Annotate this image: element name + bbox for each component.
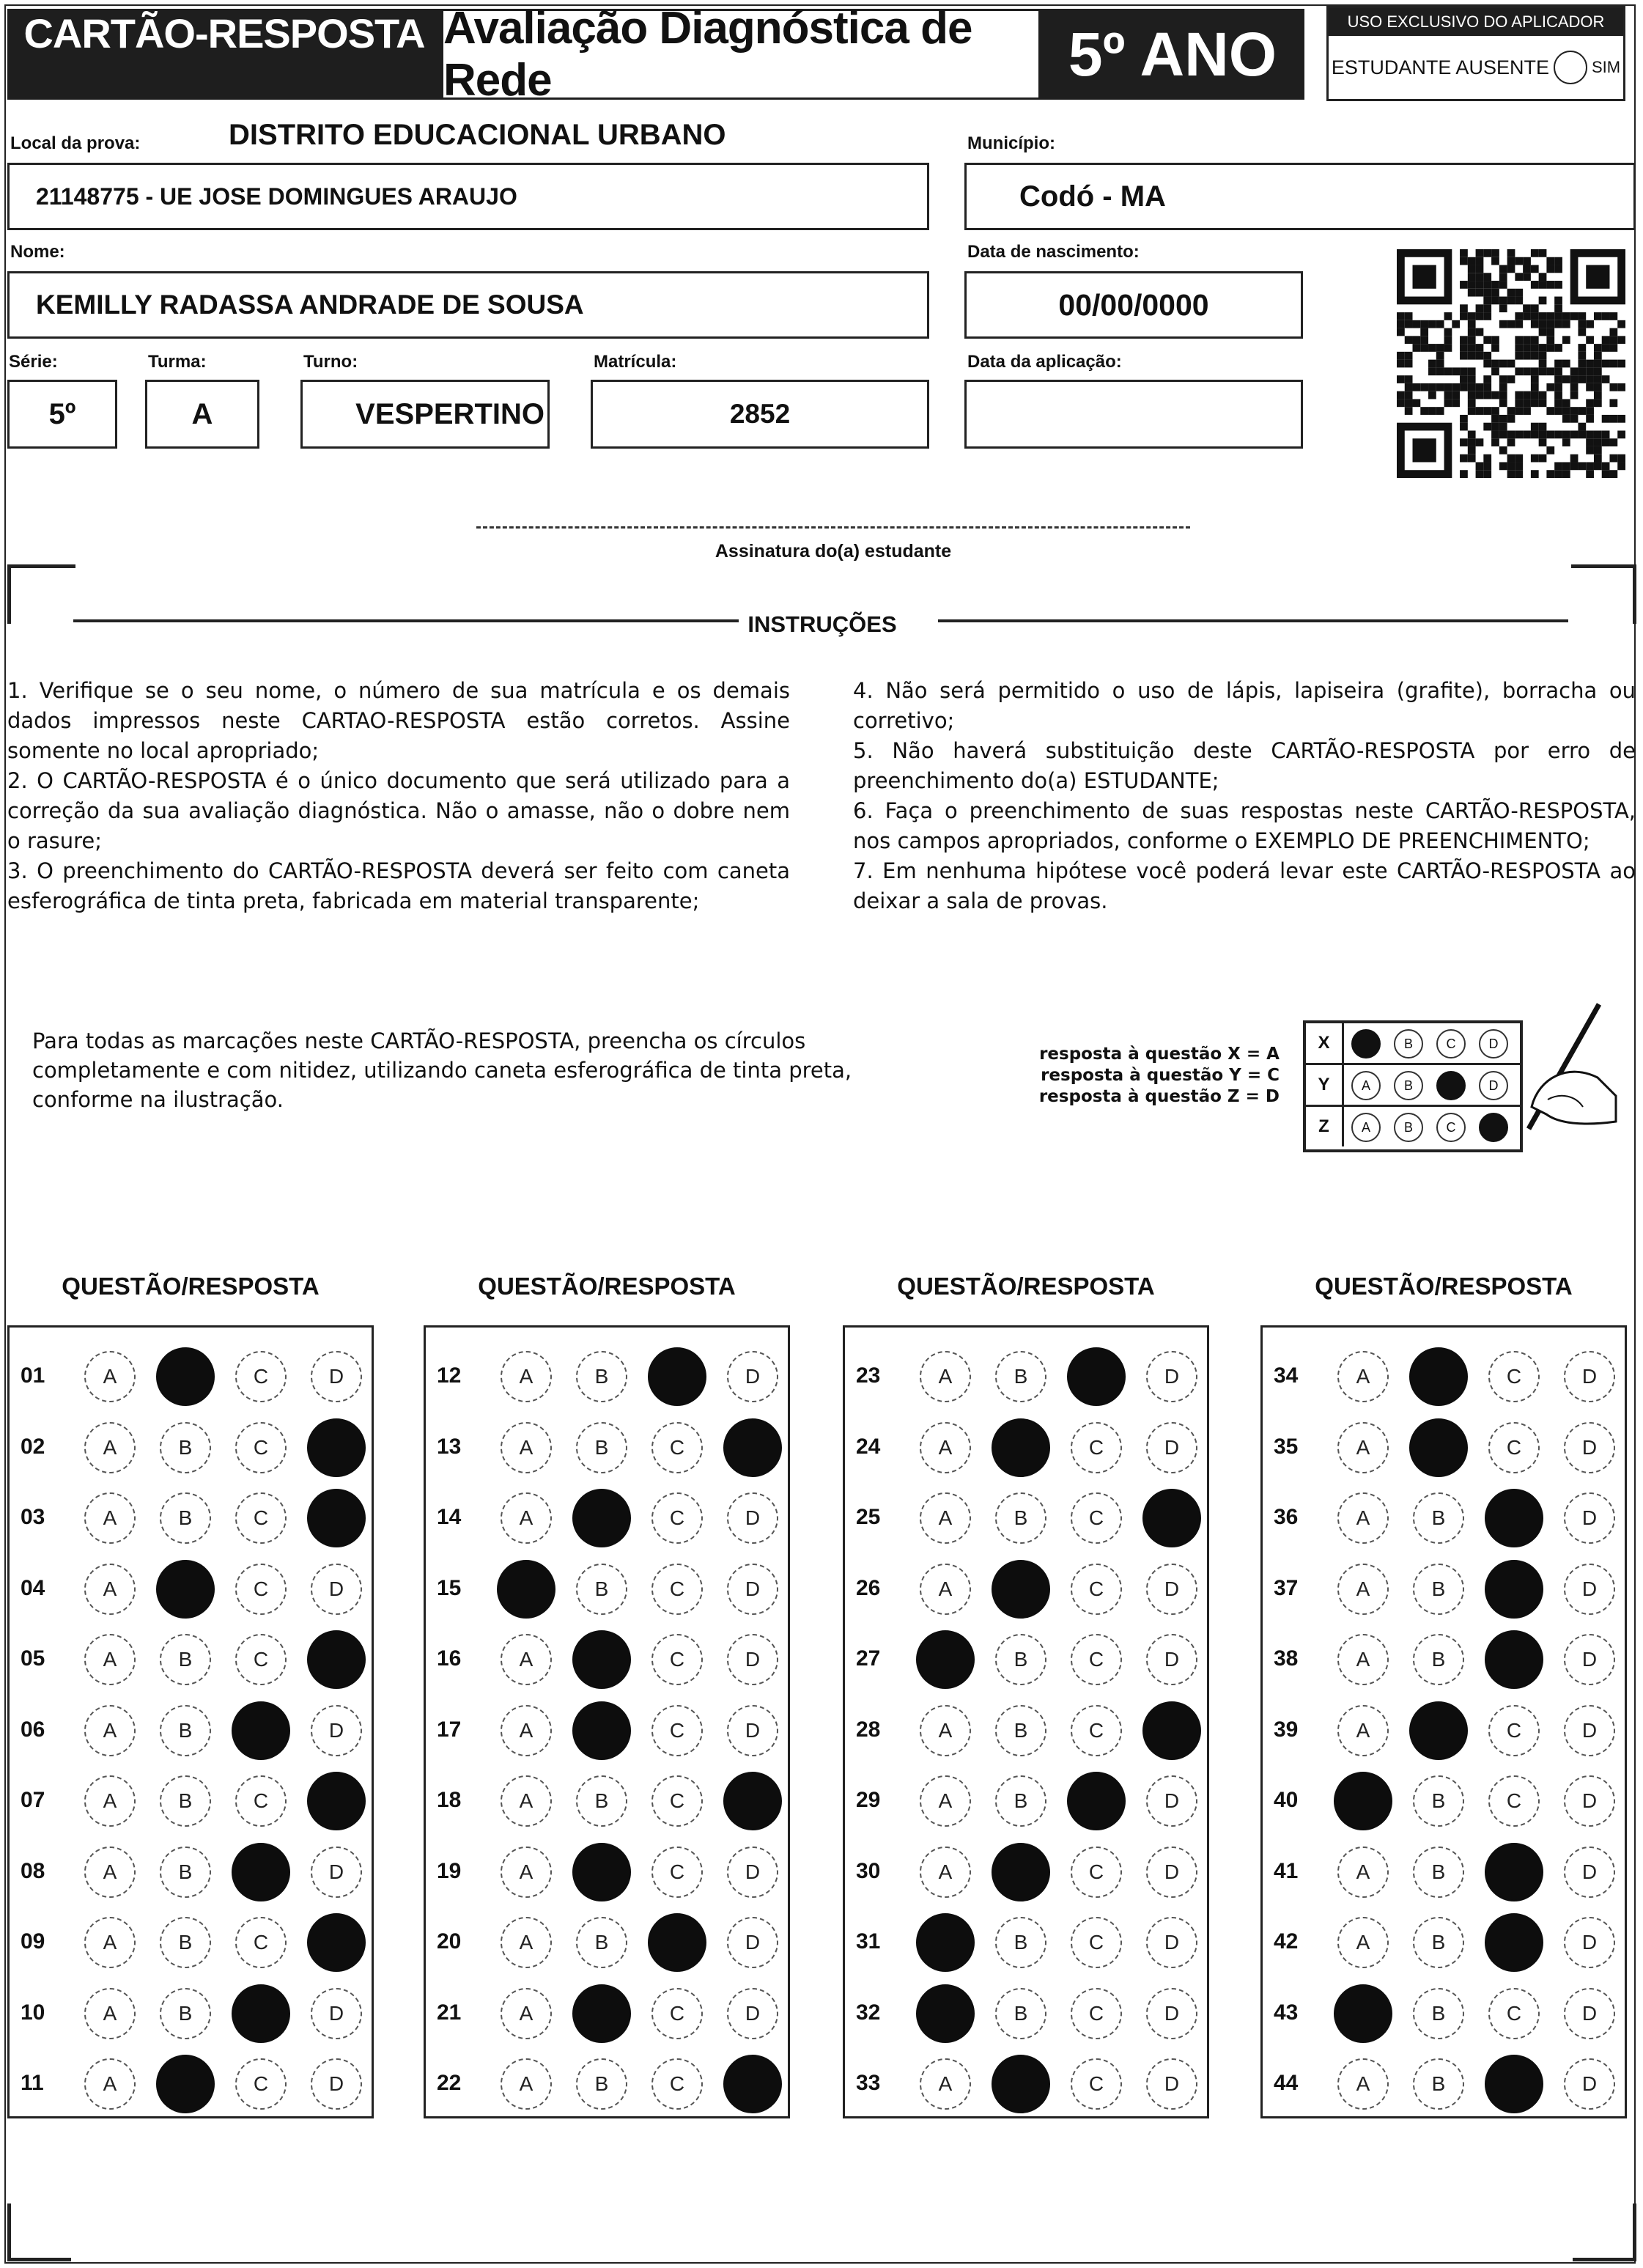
example-row-label: X [1306,1023,1344,1063]
answer-bubble-d[interactable] [723,1772,782,1830]
answer-bubble-b[interactable]: B [576,1351,627,1402]
answer-bubble-a[interactable]: A [920,1775,971,1827]
answer-bubble-d[interactable]: D [727,1988,778,2039]
answer-bubble-a[interactable]: A [1337,1351,1389,1402]
grade-title: 5º ANO [1041,9,1304,100]
answer-bubble-d[interactable]: D [311,2058,362,2110]
absent-option: SIM [1591,58,1621,76]
answer-bubble-b[interactable]: B [576,1775,627,1827]
answer-bubble-c[interactable] [1485,1560,1543,1619]
instructions-right [853,676,1636,916]
answer-bubble-b[interactable] [992,1843,1050,1901]
question-number: 37 [1274,1575,1299,1600]
aplicacao-label: Data da aplicação: [967,352,1122,372]
question-number: 26 [856,1575,881,1600]
answer-bubble-d[interactable]: D [1564,1917,1615,1968]
column-title: QUESTÃO/RESPOSTA [62,1273,320,1300]
answer-bubble-b[interactable]: B [576,2058,627,2110]
answer-bubble-d[interactable]: D [727,1917,778,1968]
answer-bubble-d[interactable]: D [1564,1847,1615,1898]
answer-bubble-c[interactable]: C [235,1775,287,1827]
nascimento-label: Data de nascimento: [967,242,1140,262]
answer-bubble-d[interactable] [723,1418,782,1477]
answer-bubble-a[interactable]: A [920,1492,971,1544]
question-number: 31 [856,1929,881,1954]
answer-bubble-c[interactable] [1067,1347,1126,1406]
answer-bubble-a[interactable]: A [84,1564,136,1615]
answer-bubble-a[interactable]: A [84,1847,136,1898]
answer-bubble-c[interactable]: C [651,1847,703,1898]
example-bubble-c [1436,1071,1466,1100]
matricula-label: Matrícula: [594,352,677,372]
answer-bubble-a[interactable]: A [1337,1705,1389,1756]
signature-line [476,526,1190,529]
answer-bubble-d[interactable]: D [1146,1775,1197,1827]
turno-field: VESPERTINO [300,380,550,449]
answer-bubble-a[interactable]: A [1337,1564,1389,1615]
answer-bubble-b[interactable]: B [576,1917,627,1968]
answer-bubble-d[interactable]: D [727,1705,778,1756]
question-number: 29 [856,1788,881,1812]
question-number: 28 [856,1717,881,1742]
answer-bubble-c[interactable]: C [1071,1917,1122,1968]
answer-bubble-b[interactable] [572,1701,631,1760]
example-legend [1038,1044,1280,1108]
question-number: 02 [21,1434,45,1459]
answer-bubble-d[interactable] [1142,1701,1201,1760]
question-number: 39 [1274,1717,1299,1742]
answer-bubble-c[interactable]: C [1488,1422,1540,1473]
answer-bubble-b[interactable]: B [160,1917,211,1968]
answer-bubble-a[interactable]: A [84,1422,136,1473]
answer-bubble-a[interactable] [1334,1984,1392,2043]
instruction-item: 1. Verifique se o seu nome, o número de sua matrícula e os demais dados impressos neste CARTAO-RESPOSTA estão corretos. Assine somente no local apropriado; [7,678,790,763]
question-number: 07 [21,1788,45,1812]
answer-bubble-d[interactable]: D [727,1847,778,1898]
aplicacao-field [964,380,1303,449]
question-number: 11 [21,2071,44,2095]
answer-bubble-c[interactable] [1067,1772,1126,1830]
qr-code [1397,249,1625,478]
answer-bubble-b[interactable] [572,1984,631,2043]
question-number: 05 [21,1646,45,1671]
answer-bubble-a[interactable]: A [1337,1492,1389,1544]
answer-bubble-c[interactable] [232,1984,290,2043]
answer-bubble-c[interactable] [1485,1843,1543,1901]
question-number: 36 [1274,1505,1299,1529]
question-number: 13 [437,1434,462,1459]
column-title: QUESTÃO/RESPOSTA [478,1273,736,1300]
answer-bubble-a[interactable]: A [84,1775,136,1827]
question-number: 08 [21,1858,45,1883]
answer-bubble-a[interactable]: A [920,1351,971,1402]
instructions-left [7,676,790,916]
answer-bubble-b[interactable] [1409,1347,1468,1406]
turma-label: Turma: [148,352,207,372]
exam-title: Avaliação Diagnóstica de Rede [441,9,1041,100]
answer-bubble-c[interactable] [232,1843,290,1901]
example-line: resposta à questão Y = C [1041,1066,1280,1085]
answer-bubble-a[interactable]: A [1337,1634,1389,1685]
header-bar-left [7,57,441,100]
answer-bubble-d[interactable]: D [1564,1775,1615,1827]
answer-bubble-c[interactable]: C [235,1492,287,1544]
answer-bubble-c[interactable]: C [651,1634,703,1685]
answer-bubble-a[interactable]: A [501,1422,552,1473]
example-bubble-b: B [1394,1029,1423,1058]
column-title: QUESTÃO/RESPOSTA [1315,1273,1573,1300]
absent-checkbox[interactable] [1554,51,1587,84]
answer-bubble-c[interactable]: C [235,1917,287,1968]
instruction-item: 6. Faça o preenchimento de suas respostas neste CARTÃO-RESPOSTA, nos campos apropriados, conforme o EXEMPLO DE PREENCHIMENTO; [853,798,1636,853]
absent-label: ESTUDANTE AUSENTE [1331,56,1549,78]
local-label: Local da prova: [10,133,141,153]
answer-bubble-b[interactable]: B [160,1705,211,1756]
answer-bubble-a[interactable]: A [501,1847,552,1898]
question-number: 15 [437,1575,462,1600]
question-number: 40 [1274,1788,1299,1812]
question-number: 06 [21,1717,45,1742]
question-number: 21 [437,2000,462,2025]
question-number: 43 [1274,2000,1299,2025]
answer-bubble-b[interactable]: B [160,1847,211,1898]
answer-bubble-b[interactable]: B [576,1422,627,1473]
matricula-field: 2852 [591,380,929,449]
question-number: 32 [856,2000,881,2025]
corner-top-left [7,564,75,624]
example-bubble-d: D [1479,1071,1508,1100]
answer-bubble-b[interactable]: B [1413,2058,1464,2110]
answer-bubble-a[interactable] [1334,1772,1392,1830]
example-bubble-c: C [1436,1113,1466,1142]
answer-bubble-b[interactable]: B [995,1705,1046,1756]
local-field: 21148775 - UE JOSE DOMINGUES ARAUJO [7,163,929,230]
question-number: 27 [856,1646,881,1671]
answer-bubble-b[interactable]: B [1413,1492,1464,1544]
nome-field: KEMILLY RADASSA ANDRADE DE SOUSA [7,271,929,339]
answer-bubble-a[interactable]: A [84,1492,136,1544]
answer-bubble-b[interactable]: B [995,1492,1046,1544]
answer-bubble-b[interactable] [992,2055,1050,2113]
applicator-label: USO EXCLUSIVO DO APLICADOR [1329,8,1623,36]
answer-bubble-c[interactable]: C [1071,1634,1122,1685]
answer-bubble-b[interactable] [156,1347,215,1406]
answer-bubble-c[interactable]: C [651,1775,703,1827]
answer-bubble-a[interactable]: A [920,1422,971,1473]
answer-bubble-c[interactable]: C [1071,1847,1122,1898]
question-number: 19 [437,1858,462,1883]
answer-bubble-b[interactable]: B [1413,1564,1464,1615]
answer-bubble-a[interactable] [916,1984,975,2043]
answer-bubble-c[interactable]: C [651,1564,703,1615]
question-number: 01 [21,1363,45,1388]
answer-bubble-a[interactable] [497,1560,555,1619]
answer-bubble-a[interactable]: A [501,1351,552,1402]
card-title: CARTÃO-RESPOSTA [7,9,441,57]
question-number: 23 [856,1363,881,1388]
answer-bubble-a[interactable]: A [1337,1917,1389,1968]
answer-bubble-b[interactable] [572,1489,631,1547]
answer-bubble-b[interactable]: B [160,1422,211,1473]
nome-label: Nome: [10,242,65,262]
answer-bubble-a[interactable]: A [501,1775,552,1827]
answer-bubble-d[interactable]: D [1564,1705,1615,1756]
question-number: 18 [437,1788,462,1812]
answer-bubble-b[interactable]: B [1413,1847,1464,1898]
question-number: 44 [1274,2071,1299,2095]
signature-label: Assinatura do(a) estudante [715,541,952,562]
question-number: 09 [21,1929,45,1954]
serie-label: Série: [9,352,58,372]
question-number: 41 [1274,1858,1299,1883]
nascimento-field: 00/00/0000 [964,271,1303,339]
answer-bubble-d[interactable] [307,1630,366,1689]
answer-bubble-c[interactable]: C [235,1351,287,1402]
answer-bubble-a[interactable]: A [920,1564,971,1615]
answer-bubble-c[interactable]: C [1071,1705,1122,1756]
question-number: 10 [21,2000,45,2025]
instruction-item: 4. Não será permitido o uso de lápis, lapiseira (grafite), borracha ou corretivo; [853,678,1636,733]
answer-bubble-b[interactable]: B [160,1492,211,1544]
answer-bubble-b[interactable] [156,1560,215,1619]
answer-bubble-b[interactable]: B [1413,1775,1464,1827]
answer-bubble-b[interactable]: B [160,1634,211,1685]
answer-bubble-d[interactable]: D [727,1564,778,1615]
example-row-label: Z [1306,1107,1344,1146]
question-number: 17 [437,1717,462,1742]
answer-bubble-a[interactable]: A [501,1705,552,1756]
answer-bubble-c[interactable]: C [1071,1988,1122,2039]
answer-bubble-a[interactable]: A [501,2058,552,2110]
question-number: 34 [1274,1363,1299,1388]
answer-bubble-b[interactable]: B [995,1351,1046,1402]
example-bubble-b: B [1394,1071,1423,1100]
serie-field: 5º [7,380,117,449]
answer-bubble-d[interactable]: D [311,1564,362,1615]
example-line: resposta à questão X = A [1039,1045,1280,1064]
answer-bubble-d[interactable]: D [311,1847,362,1898]
answer-bubble-a[interactable] [916,1630,975,1689]
answer-bubble-d[interactable]: D [727,1634,778,1685]
question-number: 12 [437,1363,462,1388]
answer-bubble-a[interactable]: A [84,1351,136,1402]
answer-bubble-d[interactable]: D [1146,2058,1197,2110]
question-number: 24 [856,1434,881,1459]
answer-bubble-d[interactable]: D [311,1988,362,2039]
answer-bubble-a[interactable]: A [501,1917,552,1968]
answer-bubble-c[interactable]: C [651,1492,703,1544]
answer-bubble-c[interactable]: C [235,1634,287,1685]
municipio-label: Município: [967,133,1055,153]
answer-bubble-b[interactable] [156,2055,215,2113]
question-number: 04 [21,1575,45,1600]
example-bubble-b: B [1394,1113,1423,1142]
answer-bubble-b[interactable]: B [1413,1634,1464,1685]
answer-bubble-b[interactable]: B [576,1564,627,1615]
answer-bubble-a[interactable]: A [920,1705,971,1756]
instruction-item: 5. Não haverá substituição deste CARTÃO-RESPOSTA por erro de preenchimento do(a) ESTUDANTE; [853,738,1636,793]
question-number: 20 [437,1929,462,1954]
example-bubble-a: A [1351,1071,1381,1100]
answer-bubble-c[interactable] [648,1347,706,1406]
answer-bubble-d[interactable] [1142,1489,1201,1547]
answer-bubble-c[interactable]: C [651,2058,703,2110]
instructions-rule-right [938,619,1568,622]
question-number: 03 [21,1505,45,1529]
answer-bubble-b[interactable] [1409,1418,1468,1477]
turma-field: A [145,380,259,449]
answer-bubble-a[interactable]: A [501,1988,552,2039]
answer-bubble-d[interactable]: D [1564,1988,1615,2039]
answer-bubble-d[interactable] [723,2055,782,2113]
answer-bubble-a[interactable]: A [1337,1422,1389,1473]
answer-bubble-d[interactable]: D [1564,1422,1615,1473]
answer-bubble-a[interactable]: A [1337,2058,1389,2110]
answer-bubble-c[interactable]: C [651,1988,703,2039]
example-line: resposta à questão Z = D [1038,1087,1280,1106]
answer-bubble-c[interactable]: C [651,1422,703,1473]
answer-bubble-a[interactable]: A [84,1705,136,1756]
answer-bubble-b[interactable]: B [995,1917,1046,1968]
example-row-label: Y [1306,1065,1344,1105]
answer-bubble-a[interactable]: A [1337,1847,1389,1898]
answer-bubble-c[interactable] [1485,2055,1543,2113]
answer-bubble-c[interactable]: C [1488,1351,1540,1402]
answer-bubble-d[interactable]: D [311,1351,362,1402]
question-number: 30 [856,1858,881,1883]
district-name: DISTRITO EDUCACIONAL URBANO [229,119,726,151]
answer-bubble-c[interactable]: C [651,1705,703,1756]
question-number: 38 [1274,1646,1299,1671]
answer-bubble-d[interactable]: D [1146,1917,1197,1968]
answer-bubble-d[interactable]: D [1146,1988,1197,2039]
answer-bubble-b[interactable] [992,1418,1050,1477]
answer-bubble-c[interactable]: C [1071,1492,1122,1544]
answer-bubble-c[interactable] [232,1701,290,1760]
answer-bubble-c[interactable]: C [1488,1988,1540,2039]
answer-bubble-d[interactable]: D [1146,1564,1197,1615]
answer-bubble-d[interactable]: D [1564,2058,1615,2110]
answer-bubble-d[interactable]: D [311,1705,362,1756]
answer-bubble-d[interactable] [307,1489,366,1547]
answer-bubble-c[interactable] [1485,1489,1543,1547]
answer-bubble-c[interactable]: C [235,1564,287,1615]
answer-bubble-a[interactable]: A [920,2058,971,2110]
instruction-item: 2. O CARTÃO-RESPOSTA é o único documento que será utilizado para a correção da sua avaliação diagnóstica. Não o amasse, não o dobre nem o rasure; [7,768,790,853]
fill-note: Para todas as marcações neste CARTÃO-RESPOSTA, preencha os círculos completamente e com nitidez, utilizando caneta esferográfica de tinta preta, conforme na ilustração. [32,1028,852,1112]
example-bubble-a: A [1351,1113,1381,1142]
question-number: 16 [437,1646,462,1671]
answer-bubble-b[interactable]: B [160,1775,211,1827]
question-number: 22 [437,2071,462,2095]
answer-bubble-a[interactable]: A [920,1847,971,1898]
example-bubble-a [1351,1029,1381,1058]
answer-bubble-d[interactable]: D [1146,1422,1197,1473]
answer-bubble-a[interactable]: A [84,1634,136,1685]
answer-bubble-c[interactable]: C [235,2058,287,2110]
answer-bubble-b[interactable] [1409,1701,1468,1760]
answer-bubble-d[interactable]: D [1564,1492,1615,1544]
example-bubble-c: C [1436,1029,1466,1058]
municipio-field: Codó - MA [964,163,1636,230]
instructions-rule-left [73,619,739,622]
answer-bubble-b[interactable]: B [995,1775,1046,1827]
question-number: 42 [1274,1929,1299,1954]
answer-bubble-a[interactable]: A [84,1988,136,2039]
answer-bubble-c[interactable]: C [235,1422,287,1473]
answer-bubble-c[interactable] [1485,1913,1543,1972]
question-number: 25 [856,1505,881,1529]
answer-bubble-c[interactable] [1485,1630,1543,1689]
answer-bubble-c[interactable]: C [1071,2058,1122,2110]
answer-bubble-a[interactable] [916,1913,975,1972]
example-bubble-d: D [1479,1029,1508,1058]
answer-bubble-d[interactable]: D [727,1351,778,1402]
answer-bubble-b[interactable]: B [995,1634,1046,1685]
answer-bubble-a[interactable]: A [501,1634,552,1685]
answer-bubble-d[interactable]: D [1146,1634,1197,1685]
answer-bubble-d[interactable]: D [1564,1351,1615,1402]
question-number: 35 [1274,1434,1299,1459]
instruction-item: 3. O preenchimento do CARTÃO-RESPOSTA deverá ser feito com caneta esferográfica de tinta preta, fabricada em material transparente; [7,858,790,913]
answer-bubble-d[interactable]: D [727,1492,778,1544]
instruction-item: 7. Em nenhuma hipótese você poderá levar este CARTÃO-RESPOSTA ao deixar a sala de provas. [853,858,1636,913]
column-title: QUESTÃO/RESPOSTA [897,1273,1155,1300]
answer-bubble-b[interactable]: B [160,1988,211,2039]
answer-bubble-b[interactable] [572,1630,631,1689]
question-number: 14 [437,1505,462,1529]
corner-top-right [1571,564,1636,624]
corner-bottom-left [7,2203,71,2261]
question-number: 33 [856,2071,881,2095]
pen-hand-icon [1488,997,1620,1144]
answer-bubble-a[interactable]: A [84,2058,136,2110]
answer-bubble-a[interactable]: A [84,1917,136,1968]
corner-bottom-right [1573,2203,1636,2261]
answer-bubble-c[interactable]: C [1071,1564,1122,1615]
answer-bubble-d[interactable] [307,1913,366,1972]
answer-bubble-d[interactable] [307,1772,366,1830]
answer-bubble-b[interactable]: B [995,1988,1046,2039]
answer-bubble-d[interactable]: D [1564,1564,1615,1615]
answer-bubble-b[interactable] [572,1843,631,1901]
answer-bubble-b[interactable]: B [1413,1917,1464,1968]
answer-bubble-c[interactable]: C [1071,1422,1122,1473]
answer-bubble-b[interactable] [992,1560,1050,1619]
answer-bubble-b[interactable]: B [1413,1988,1464,2039]
answer-bubble-c[interactable] [648,1913,706,1972]
answer-bubble-d[interactable]: D [1564,1634,1615,1685]
answer-bubble-c[interactable]: C [1488,1705,1540,1756]
answer-bubble-a[interactable]: A [501,1492,552,1544]
instructions-title: INSTRUÇÕES [747,611,897,637]
answer-bubble-d[interactable] [307,1418,366,1477]
answer-bubble-c[interactable]: C [1488,1775,1540,1827]
answer-bubble-d[interactable]: D [1146,1847,1197,1898]
applicator-box [1326,6,1625,101]
turno-label: Turno: [303,352,358,372]
answer-bubble-d[interactable]: D [1146,1351,1197,1402]
